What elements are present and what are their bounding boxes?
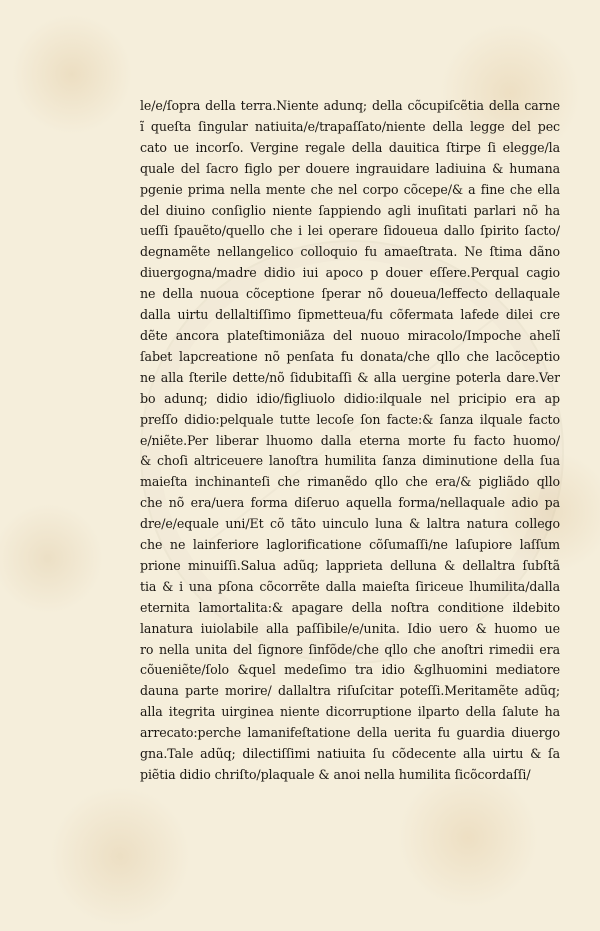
text-line: dalla uirtu dellaltiſſimo ſipmetteua/fu cõfermata lafede dilei cre: [140, 307, 560, 323]
text-line: diuergogna/madre didio iui apoco p douer eſſere.Perqual cagio: [140, 265, 560, 281]
text-line: ĩ queſta ſingular natiuita/e/trapaſſato/niente della legge del pec: [140, 118, 560, 134]
text-line: dẽte ancora plateſtimoniãza del nuouo miracolo/Impoche ahelĩ: [140, 327, 560, 343]
text-line: preſſo didio:pelquale tutte lecoſe ſon facte:& ſanza ilquale facto: [140, 411, 560, 427]
text-line: quale del ſacro figlo per douere ingrauidare ladiuina & humana: [140, 160, 560, 176]
text-line: le/e/ſopra della terra.Niente adunq; della cõcupiſcẽtia della carne: [140, 98, 560, 113]
text-line: eternita lamortalita:& apagare della noſtra conditione ildebito: [140, 599, 560, 615]
text-line: dre/e/equale uni/Et cõ tãto uinculo luna & laltra natura collego: [140, 516, 560, 532]
text-line: & choſi altriceuere lanoſtra humilita ſanza diminutione della ſua: [140, 453, 560, 469]
text-line: degnamẽte nellangelico colloquio fu amaeſtrata. Ne ſtima dãno: [140, 244, 560, 260]
text-line: ne alla ſterile dette/nõ ſidubitaſſi & alla uergine poterla dare.Ver: [140, 369, 560, 385]
text-line: ne della nuoua cõceptione ſperar nõ doueua/leffecto dellaquale: [140, 286, 560, 302]
text-line: cõueniẽte/ſolo &quel medeſimo tra idio &glhuomini mediatore: [140, 662, 560, 678]
text-line: maieſta inchinanteſi che rimanẽdo qllo che era/& pigliãdo qllo: [140, 474, 560, 490]
text-line: bo adunq; didio idio/figliuolo didio:ilquale nel pricipio era ap: [140, 390, 560, 406]
text-line: dauna parte morire/ dallaltra riſuſcitar poteſſi.Meritamẽte adũq;: [140, 683, 560, 699]
text-line: pgenie prima nella mente che nel corpo cõcepe/& a fine che ella: [140, 181, 560, 197]
text-line: che nõ era/uera forma diſeruo aquella forma/nellaquale adio pa: [140, 495, 560, 511]
text-line: alla itegrita uirginea niente dicorruptione ilparto della ſalute ha: [140, 704, 560, 720]
text-line: ſabet lapcreatione nõ penſata fu donata/che qllo che lacõceptio: [140, 348, 560, 364]
text-line: ueſſi ſpauẽto/quello che i lei operare ſidoueua dallo ſpirito ſacto/: [140, 223, 560, 239]
text-line: lanatura iuiolabile alla paſſibile/e/unita. Idio uero & huomo ue: [140, 620, 560, 636]
text-line: e/niẽte.Per liberar lhuomo dalla eterna morte fu facto huomo/: [140, 432, 560, 448]
text-line: arrecato:perche lamanifeſtatione della uerita fu guardia diuergo: [140, 725, 560, 741]
text-line: cato ue incorſo. Vergine regale della dauitica ſtirpe ſi elegge/la: [140, 139, 560, 155]
text-line: ro nella unita del ſignore ſinfõde/che qllo che anoſtri rimedii era: [140, 641, 560, 657]
text-line: che ne lainferiore laglorificatione cõſumaſſi/ne laſupiore laſſum: [140, 537, 560, 553]
text-line: gna.Tale adũq; dilectiſſimi natiuita ſu cõdecente alla uirtu & ſa: [140, 746, 560, 762]
text-line: tia & i una pſona cõcorrẽte dalla maieſta ſiriceue lhumilita/dalla: [140, 578, 560, 594]
text-line: del diuino conſiglio niente ſappiendo agli inuſitati parlari nõ ha: [140, 202, 560, 218]
text-line: piẽtia didio chriſto/plaquale & anoi nella humilita ſicõcordaſſi/: [140, 767, 531, 782]
printed-text-block: [140, 96, 560, 786]
text-line: prione minuiſſi.Salua adũq; lapprieta delluna & dellaltra ſubſtã: [140, 557, 560, 573]
